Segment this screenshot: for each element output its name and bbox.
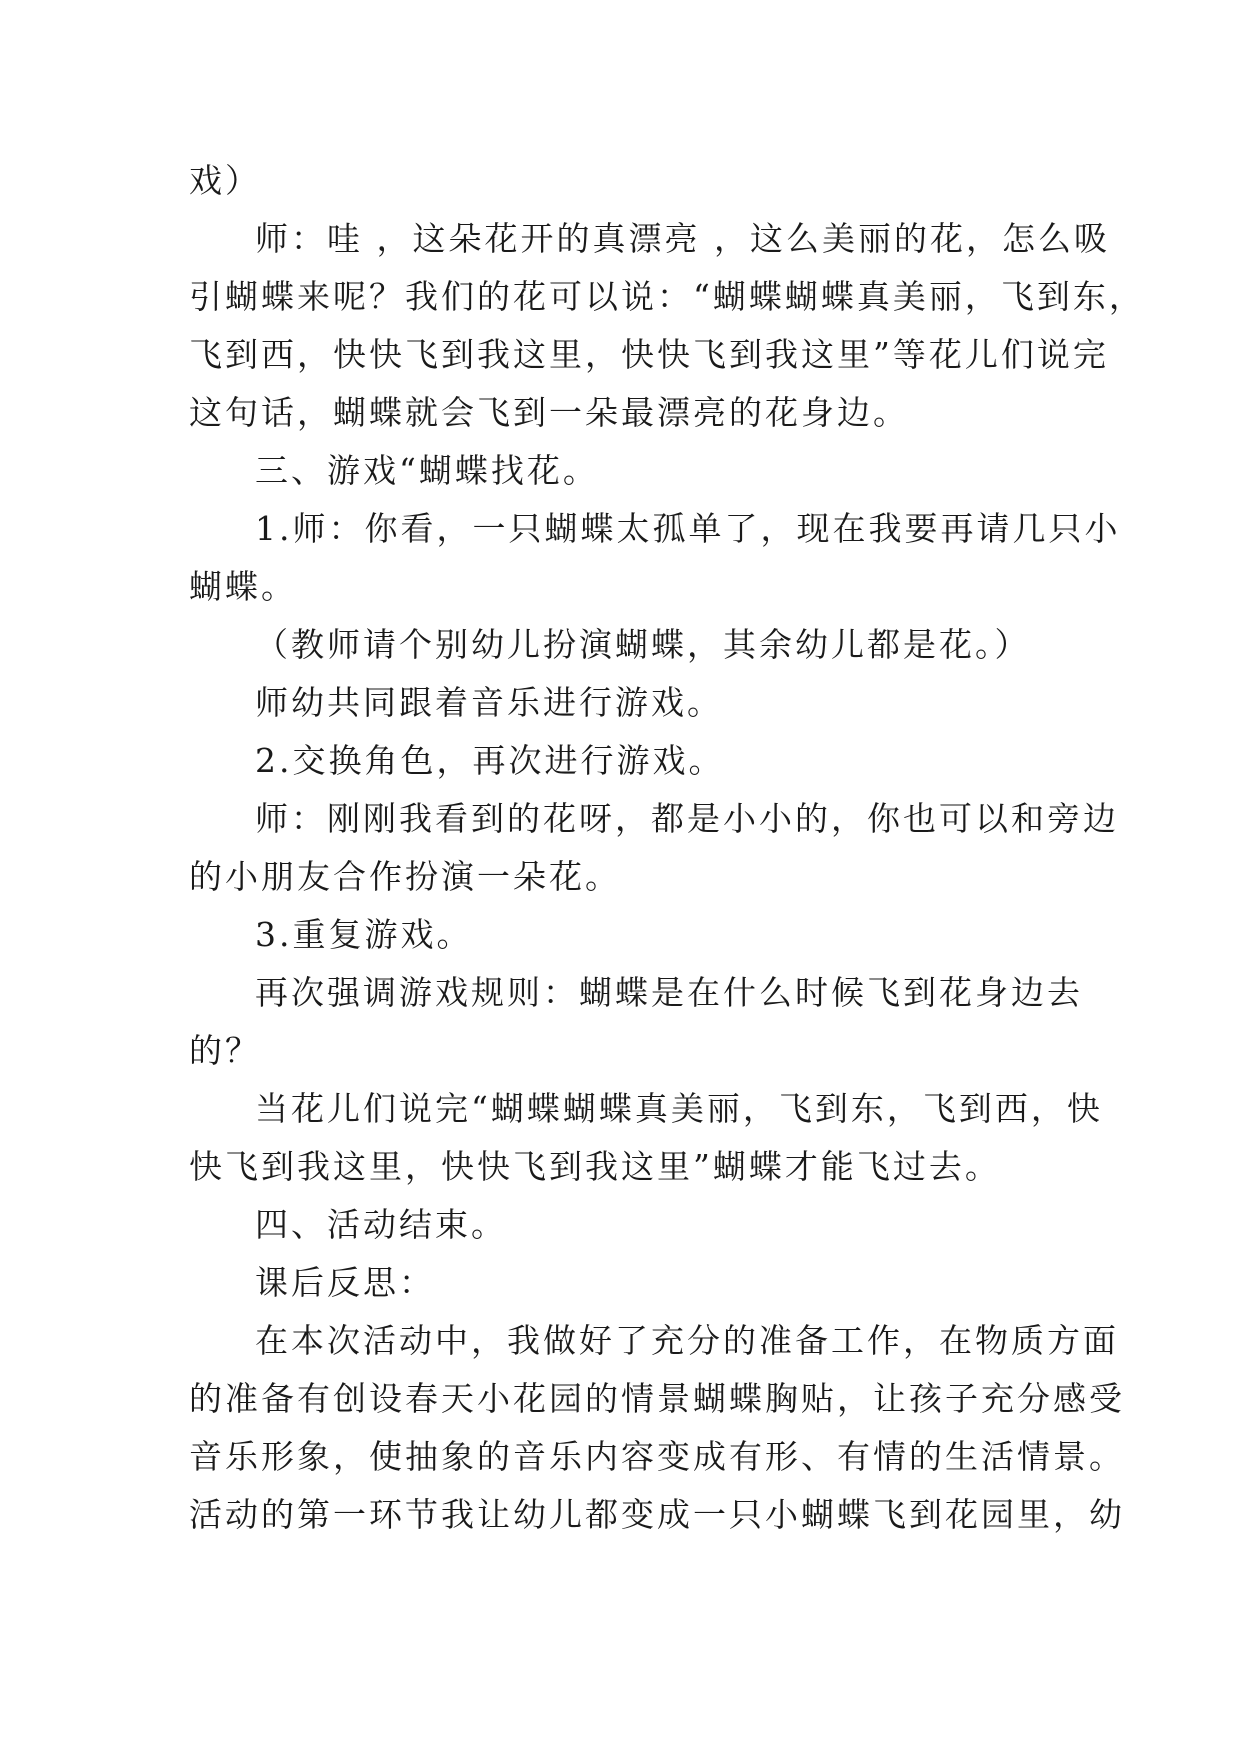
section-heading: 三、游戏“蝴蝶找花。 [255,451,599,490]
text-line: 当花儿们说完“蝴蝶蝴蝶真美丽，飞到东，飞到西，快 [255,1089,1103,1128]
text-line: 的？ [189,1031,261,1070]
text-line: 师：刚刚我看到的花呀，都是小小的，你也可以和旁边 [255,799,1119,838]
text-line: 师幼共同跟着音乐进行游戏。 [255,683,723,722]
text-line: 这句话，蝴蝶就会飞到一朵最漂亮的花身边。 [189,393,909,432]
text-line: 的准备有创设春天小花园的情景蝴蝶胸贴，让孩子充分感受 [189,1379,1125,1418]
text-line: 快飞到我这里，快快飞到我这里”蝴蝶才能飞过去。 [189,1147,1001,1186]
section-heading: 四、活动结束。 [255,1205,507,1244]
text-line: 蝴蝶。 [189,567,297,606]
section-heading: 课后反思： [255,1263,435,1302]
text-line: （教师请个别幼儿扮演蝴蝶，其余幼儿都是花。） [255,625,1031,664]
text-line: 2.交换角色，再次进行游戏。 [255,741,725,780]
text-line: 音乐形象，使抽象的音乐内容变成有形、有情的生活情景。 [189,1437,1125,1476]
text-line: 3.重复游戏。 [255,915,473,954]
text-line: 飞到西，快快飞到我这里，快快飞到我这里”等花儿们说完 [189,335,1109,374]
text-line: 引蝴蝶来呢？我们的花可以说：“蝴蝶蝴蝶真美丽，飞到东， [189,277,1145,316]
text-line: 1.师：你看，一只蝴蝶太孤单了，现在我要再请几只小 [255,509,1121,548]
text-line: 在本次活动中，我做好了充分的准备工作，在物质方面 [255,1321,1119,1360]
text-line: 再次强调游戏规则：蝴蝶是在什么时候飞到花身边去 [255,973,1083,1012]
text-line: 师：哇 ，这朵花开的真漂亮 ，这么美丽的花，怎么吸 [255,219,1110,258]
text-line: 的小朋友合作扮演一朵花。 [189,857,621,896]
text-line: 戏） [189,161,261,200]
document-body [189,152,1145,1544]
text-line: 活动的第一环节我让幼儿都变成一只小蝴蝶飞到花园里，幼 [189,1495,1125,1534]
